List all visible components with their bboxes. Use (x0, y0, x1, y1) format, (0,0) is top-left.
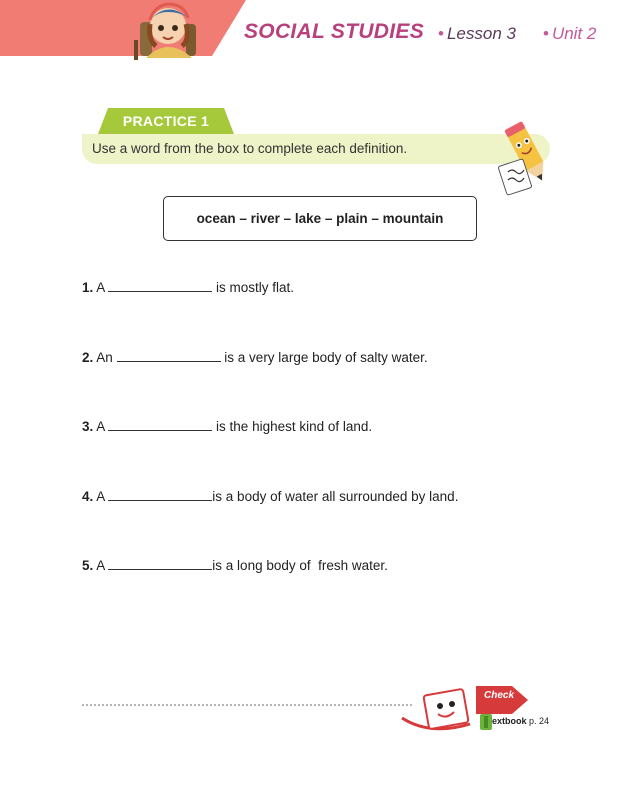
answer-blank[interactable] (108, 279, 212, 292)
practice-tab (98, 108, 234, 134)
word-box (163, 196, 477, 241)
page-reference: p. 24 (529, 716, 550, 726)
question-number: 2. (82, 350, 94, 365)
question-3 (82, 418, 372, 434)
question-4 (82, 488, 458, 504)
question-text: is the highest kind of land. (212, 419, 373, 434)
lesson-label (438, 24, 516, 44)
question-text: is mostly flat. (212, 280, 295, 295)
lesson-text: Lesson 3 (446, 24, 516, 43)
footer-divider (82, 704, 412, 708)
answer-blank[interactable] (108, 418, 212, 431)
textbook-reference (492, 716, 549, 726)
question-lead: A (96, 280, 109, 295)
question-text: is a very large body of salty water. (220, 350, 428, 365)
textbook-word: extbook (492, 716, 527, 726)
question-lead: An (96, 350, 117, 365)
answer-blank[interactable] (108, 557, 212, 570)
question-number: 4. (82, 489, 94, 504)
word-box-text: ocean – river – lake – plain – mountain (196, 211, 444, 226)
subject-title: SOCIAL STUDIES (244, 20, 425, 43)
pencil-mascot-illustration (496, 120, 562, 196)
instruction-bar (82, 134, 550, 164)
question-text: is a long body of fresh water. (212, 558, 388, 573)
question-lead: A (96, 419, 109, 434)
answer-blank[interactable] (108, 488, 212, 501)
unit-bullet: • (543, 24, 549, 43)
answer-blank[interactable] (117, 349, 221, 362)
question-5 (82, 557, 388, 573)
question-lead: A (96, 558, 109, 573)
check-textbook-badge (400, 678, 530, 740)
lesson-bullet: • (438, 24, 444, 43)
instruction-text: Use a word from the box to complete each definition. (92, 141, 408, 156)
check-label: Check (484, 690, 515, 701)
unit-label (543, 24, 596, 44)
question-number: 1. (82, 280, 94, 295)
question-number: 3. (82, 419, 94, 434)
kid-hiker-illustration (128, 0, 212, 60)
question-text: is a body of water all surrounded by land. (212, 489, 459, 504)
question-lead: A (96, 489, 109, 504)
unit-text: Unit 2 (551, 24, 597, 43)
question-1 (82, 279, 294, 295)
practice-label: PRACTICE 1 (122, 113, 210, 129)
question-number: 5. (82, 558, 94, 573)
question-2 (82, 349, 428, 365)
